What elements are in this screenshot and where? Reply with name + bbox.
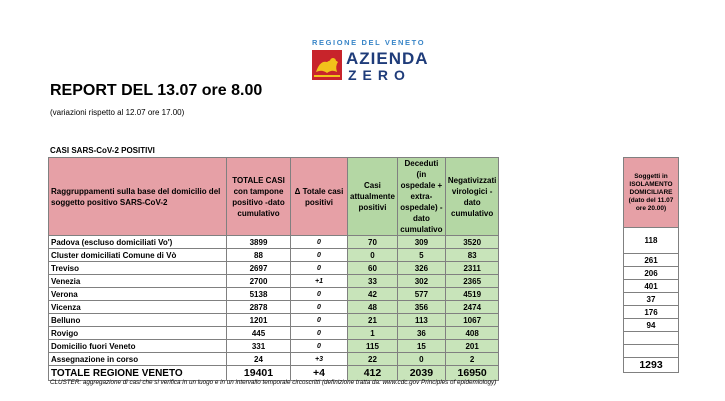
header-deceased: Deceduti (in ospedale + extra-ospedale) - dato cumulativo (397, 158, 445, 236)
footnote: CLUSTER: aggregazione di casi che si verifica in un luogo e in un intervallo temporale circoscritti (definizione tratta da: www.cdc.gov Principles of epidemiology) (50, 379, 497, 386)
lion-of-st-mark-icon (312, 50, 342, 80)
isolation-value: 176 (624, 306, 679, 319)
row-delta: +1 (291, 275, 348, 288)
isolation-padova-vo: 118 (624, 228, 679, 254)
row-current: 115 (348, 340, 398, 353)
table-row (49, 262, 499, 275)
row-label: Verona (49, 288, 227, 301)
table-row (49, 288, 499, 301)
row-total: 2700 (227, 275, 291, 288)
row-total: 331 (227, 340, 291, 353)
row-delta: 0 (291, 249, 348, 262)
row-negative: 83 (445, 249, 498, 262)
row-negative: 2 (445, 353, 498, 366)
row-total: 1201 (227, 314, 291, 327)
row-delta: 0 (291, 262, 348, 275)
isolation-empty (624, 345, 679, 358)
table-row (49, 275, 499, 288)
header-group: Raggruppamenti sulla base del domicilio del soggetto positivo SARS-CoV-2 (49, 158, 227, 236)
header-delta: Δ Totale casi positivi (291, 158, 348, 236)
total-current: 412 (348, 366, 398, 381)
row-negative: 3520 (445, 236, 498, 249)
total-deceased: 2039 (397, 366, 445, 381)
total-total: 19401 (227, 366, 291, 381)
header-total: TOTALE CASI con tampone positivo -dato cumulativo (227, 158, 291, 236)
row-delta: 0 (291, 340, 348, 353)
azienda-zero-logo (302, 38, 429, 90)
row-label: Padova (escluso domiciliati Vo') (49, 236, 227, 249)
report-title: REPORT DEL 13.07 ore 8.00 (50, 82, 263, 99)
table-row (49, 249, 499, 262)
isolation-value: 94 (624, 319, 679, 332)
row-label: Treviso (49, 262, 227, 275)
row-deceased: 113 (397, 314, 445, 327)
isolation-header: Soggetti in ISOLAMENTO DOMICILIARE (dato del 11.07 ore 20.00) (624, 158, 679, 228)
table-row (49, 327, 499, 340)
report-subtitle: (variazioni rispetto al 12.07 ore 17.00) (50, 108, 185, 117)
total-label: TOTALE REGIONE VENETO (49, 366, 227, 381)
row-total: 3899 (227, 236, 291, 249)
row-label: Belluno (49, 314, 227, 327)
isolation-value: 206 (624, 267, 679, 280)
row-total: 2878 (227, 301, 291, 314)
row-deceased: 302 (397, 275, 445, 288)
total-negative: 16950 (445, 366, 498, 381)
row-deceased: 36 (397, 327, 445, 340)
row-current: 21 (348, 314, 398, 327)
row-total: 88 (227, 249, 291, 262)
logo-name-line1: AZIENDA (346, 49, 429, 68)
row-total: 24 (227, 353, 291, 366)
row-deceased: 0 (397, 353, 445, 366)
row-deceased: 356 (397, 301, 445, 314)
section-title: CASI SARS-CoV-2 POSITIVI (50, 146, 155, 155)
row-total: 445 (227, 327, 291, 340)
total-delta: +4 (291, 366, 348, 381)
row-label: Assegnazione in corso (49, 353, 227, 366)
row-total: 5138 (227, 288, 291, 301)
row-current: 33 (348, 275, 398, 288)
isolation-value: 401 (624, 280, 679, 293)
row-negative: 2474 (445, 301, 498, 314)
isolation-value: 261 (624, 254, 679, 267)
isolation-table (623, 157, 679, 373)
row-delta: +3 (291, 353, 348, 366)
row-negative: 408 (445, 327, 498, 340)
row-delta: 0 (291, 236, 348, 249)
row-negative: 4519 (445, 288, 498, 301)
row-delta: 0 (291, 288, 348, 301)
logo-region-text: REGIONE DEL VENETO (312, 38, 426, 47)
header-negative: Negativizzati virologici - dato cumulativo (445, 158, 498, 236)
row-delta: 0 (291, 301, 348, 314)
row-deceased: 15 (397, 340, 445, 353)
row-negative: 1067 (445, 314, 498, 327)
row-current: 0 (348, 249, 398, 262)
row-deceased: 5 (397, 249, 445, 262)
row-label: Vicenza (49, 301, 227, 314)
row-label: Venezia (49, 275, 227, 288)
row-deceased: 577 (397, 288, 445, 301)
row-delta: 0 (291, 327, 348, 340)
row-negative: 201 (445, 340, 498, 353)
row-label: Rovigo (49, 327, 227, 340)
row-delta: 0 (291, 314, 348, 327)
row-current: 1 (348, 327, 398, 340)
row-current: 48 (348, 301, 398, 314)
row-deceased: 326 (397, 262, 445, 275)
table-row (49, 301, 499, 314)
row-deceased: 309 (397, 236, 445, 249)
row-negative: 2311 (445, 262, 498, 275)
row-current: 70 (348, 236, 398, 249)
row-current: 42 (348, 288, 398, 301)
row-label: Cluster domiciliati Comune di Vò (49, 249, 227, 262)
isolation-value: 37 (624, 293, 679, 306)
row-current: 60 (348, 262, 398, 275)
table-row (49, 236, 499, 249)
isolation-total: 1293 (624, 358, 679, 373)
table-row (49, 353, 499, 366)
isolation-empty (624, 332, 679, 345)
table-row (49, 340, 499, 353)
cases-table (48, 157, 499, 381)
row-negative: 2365 (445, 275, 498, 288)
logo-name-line2: ZERO (348, 67, 411, 83)
row-current: 22 (348, 353, 398, 366)
row-total: 2697 (227, 262, 291, 275)
header-current: Casi attualmente positivi (348, 158, 398, 236)
row-label: Domicilio fuori Veneto (49, 340, 227, 353)
table-header-row (49, 158, 499, 236)
table-row (49, 314, 499, 327)
